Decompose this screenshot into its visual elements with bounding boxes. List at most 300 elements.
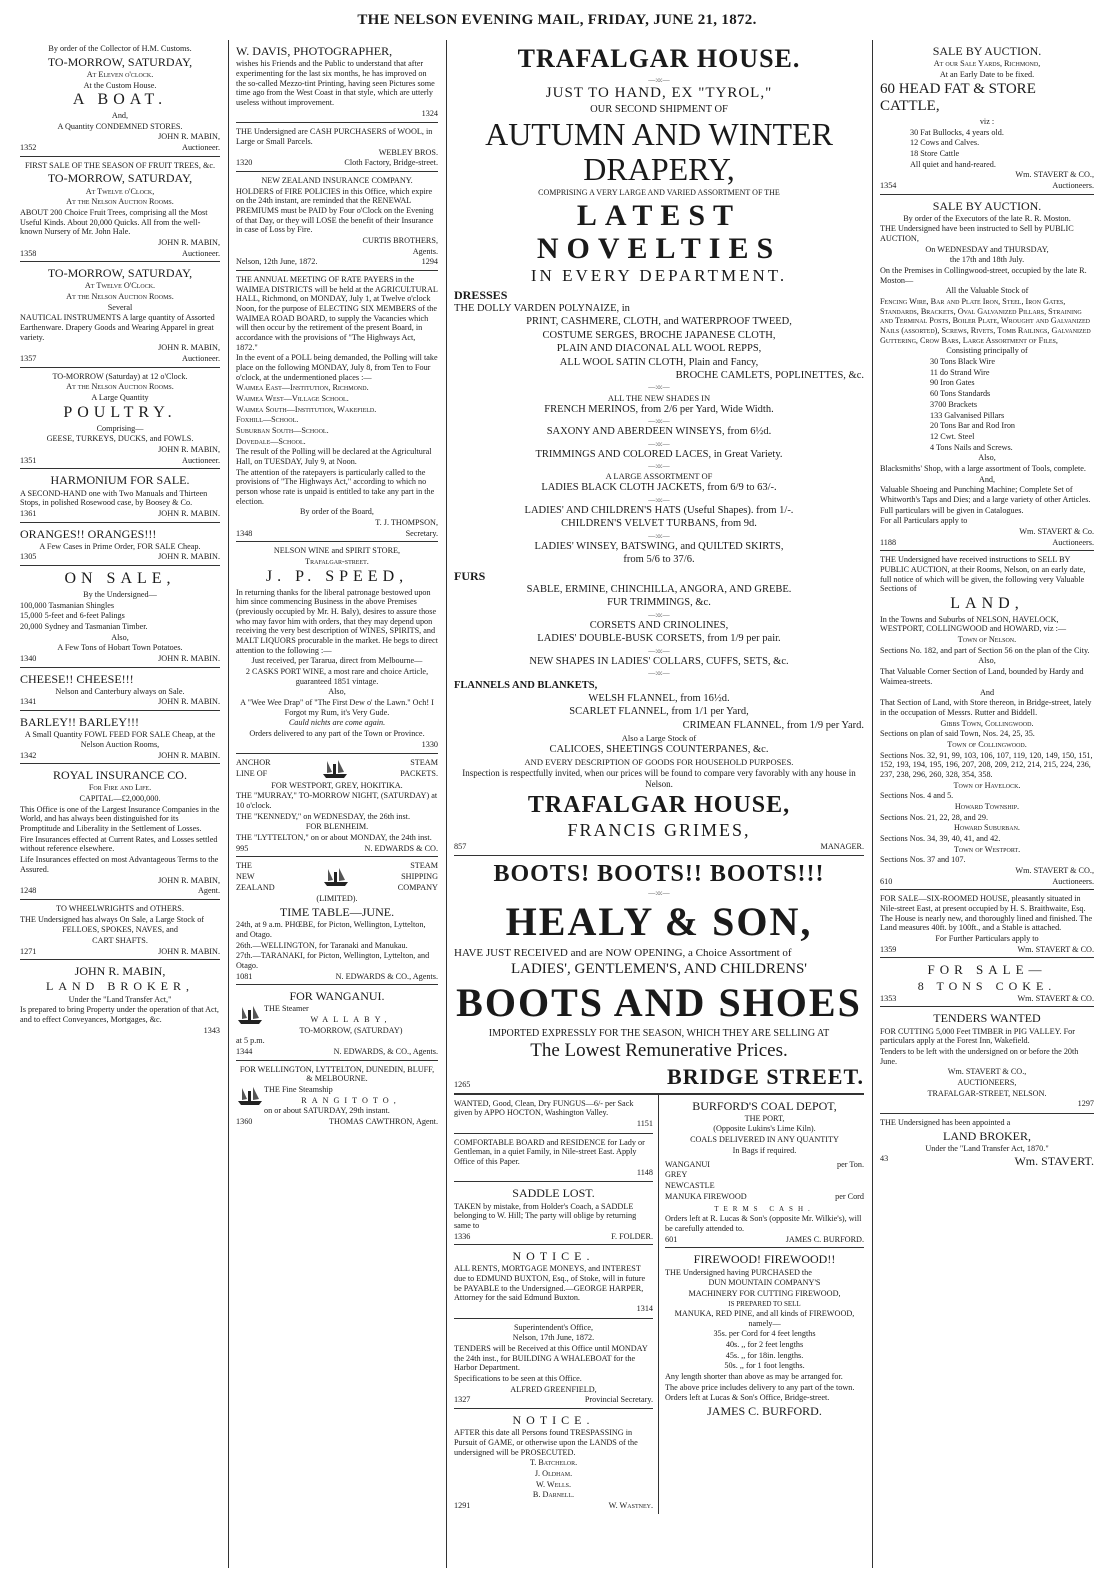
item-line: 90 Iron Gates: [930, 378, 975, 388]
item-line: NEW SHAPES IN LADIES' COLLARS, CUFFS, SETS, &c.: [529, 655, 789, 667]
item-line: TRIMMINGS AND COLORED LACES, in Great Variety.: [535, 448, 783, 460]
ad-body: Sections No. 182, and part of Section 56 on the plan of the City.: [880, 645, 1090, 655]
ad-title: TENDERS WANTED: [933, 1011, 1041, 1026]
ad-body: Nelson and Canterbury always on Sale.: [55, 686, 185, 696]
ad-body: THE "LYTTELTON," on or about MONDAY, the 24th inst.: [236, 833, 432, 843]
ad-body: Orders left at Lucas & Son's Office, Bridge-street.: [665, 1393, 830, 1403]
column-rule: [446, 40, 447, 1568]
item-line: PLAIN AND DIACONAL ALL WOOL REPPS,: [556, 343, 762, 355]
ad-signature: CURTIS BROTHERS,: [362, 235, 438, 245]
ad-line: CART SHAFTS.: [92, 935, 148, 945]
ad-body: Fencing Wire, Bar and Plate Iron, Steel, Iron Gates, Standards, Brackets, Oval Galvanized Pillars, Straining and Terminal Posts, Boiler Plate, Wrought and Galvanized Nails (assorted), Screws, Rivets, Tomb Railings, Galvanized Guttering, Crow Bars, Large Assortment of Files,: [880, 297, 1091, 345]
ad-signature: JOHN R. MABIN.: [158, 653, 220, 663]
section-heading: Town of Collingwood.: [947, 739, 1027, 749]
ad-number: 43: [880, 1154, 889, 1164]
item-line: 30 Tons Black Wire: [930, 357, 995, 367]
ad-body: HOLDERS of FIRE POLICIES in this Office, which expire on the 24th instant, are reminded that the RENEWAL PREMIUMS must be PAID by Four o'Clock on the Evening of that Day, or they will LOSE the benefit of their Insurance in case of Loss by Fire.: [236, 186, 434, 235]
ad-royal-insurance: [20, 764, 220, 900]
ad-footer: TRAFALGAR HOUSE,: [527, 791, 791, 818]
ad-wine-spirit-store: [236, 542, 438, 754]
separator: —:o:—: [648, 646, 670, 655]
item-line: from 5/6 to 37/6.: [623, 554, 695, 566]
ad-line: And,: [978, 474, 996, 484]
ad-number: 1360: [236, 1117, 253, 1127]
ad-burford-coal: [665, 1095, 864, 1249]
ad-line: IS PREPARED TO SELL: [728, 1299, 801, 1308]
ad-title: HARMONIUM FOR SALE.: [50, 473, 190, 488]
ad-tenders-whaleboat: [454, 1319, 653, 1409]
ad-body: A SECOND-HAND one with Two Manuals and Thirteen Stops, in polished Rosewood case, by Boosey & Co.: [20, 488, 208, 508]
ad-body: Sections Nos. 32, 91, 99, 103, 106, 107, 119, 120, 149, 150, 151, 152, 193, 194, 195, 196, 207, 208, 209, 212, 214, 215, 224, 236, 237, 238, 296, 260, 328, 354, 358.: [880, 750, 1093, 779]
item-line: WELSH FLANNEL, from 16½d.: [588, 692, 730, 704]
separator: —:o:—: [648, 439, 670, 448]
ad-line: 100,000 Tasmanian Shingles: [20, 600, 115, 610]
ad-number: 1314: [636, 1304, 653, 1314]
ad-number: 1351: [20, 455, 37, 465]
price-line: 50s. ,, for 1 foot lengths.: [724, 1361, 805, 1371]
ad-signature: TRAFALGAR-STREET, NELSON.: [927, 1088, 1047, 1098]
ad-rangitoto: [236, 1061, 438, 1130]
ad-line: MANUKA, RED PINE, and all kinds of FIREWOOD, namely—: [674, 1308, 855, 1328]
ad-body: THE "MURRAY," TO-MORROW NIGHT, (SATURDAY) at 10 o'clock.: [236, 791, 438, 811]
ad-signature: Wm. STAVERT & CO.,: [947, 1067, 1027, 1077]
ad-line: ZEALAND: [236, 882, 275, 892]
steamship-icon: [236, 1004, 264, 1026]
small-ads-right: [659, 1095, 864, 1514]
ad-heading: COALS DELIVERED IN ANY QUANTITY: [690, 1135, 839, 1145]
ad-poultry: [20, 368, 220, 470]
item-line: COSTUME SERGES, BROCHE JAPANESE CLOTH,: [542, 329, 776, 341]
item-line: All quiet and hand-reared.: [910, 159, 996, 169]
separator: —:o:—: [648, 75, 670, 84]
ad-signature: Wm. STAVERT.: [1014, 1154, 1094, 1169]
ad-coke-for-sale: [880, 958, 1094, 1007]
ad-oranges: [20, 523, 220, 567]
ad-heading: FOR BLENHEIM.: [305, 822, 369, 832]
ad-line: At the Nelson Auction Rooms.: [66, 382, 174, 392]
item-line: LADIES BLACK CLOTH JACKETS, from 6/9 to 63/-.: [541, 482, 777, 494]
ad-signature: Wm. STAVERT & CO.: [1017, 944, 1094, 954]
separator: —:o:—: [648, 383, 670, 392]
ad-heading: AUTUMN AND WINTER DRAPERY,: [485, 115, 833, 188]
section-heading: Town of Westport.: [953, 844, 1021, 854]
ad-body: Specifications to be seen at this Office.: [454, 1374, 582, 1384]
ad-line: Dovedale—School.: [236, 436, 306, 446]
item-line: CRIMEAN FLANNEL, from 1/9 per Yard.: [682, 719, 864, 731]
ad-body: WANTED, Good, Clean, Dry FUNGUS—6/- per Sack given by APPO HOCTON, Washington Valley.: [454, 1098, 634, 1118]
ad-nz-shipping: [236, 857, 438, 985]
ad-body: For all Particulars apply to: [880, 516, 968, 526]
ad-body: Sections Nos. 21, 22, 28, and 29.: [880, 812, 989, 822]
ad-body: In returning thanks for the liberal patronage bestowed upon him since commencing Business in the above Premises (previously occupied by Mr. H. Baly), desires to assure those who may favor him with orders, that they may depend upon receiving the very best description of WINES, SPIRITS, and MALT LIQUORS procurable in the market. He begs to direct attention to the following :—: [236, 587, 438, 655]
ad-body: Sections on plan of said Town, Nos. 24, 25, 35.: [880, 729, 1035, 739]
ad-title: SALE BY AUCTION.: [932, 198, 1042, 213]
ad-body: 26th.—WELLINGTON, for Taranaki and Manukau.: [236, 940, 408, 950]
separator: —:o:—: [648, 531, 670, 540]
item-line: LADIES' AND CHILDREN'S HATS (Useful Shapes). from 1/-.: [524, 505, 794, 517]
ad-line: TO-MORROW, (SATURDAY): [299, 1025, 403, 1035]
ad-body: Orders delivered to any part of the Town or Province.: [249, 729, 425, 739]
ad-signature: JOHN R. MABIN.: [158, 946, 220, 956]
section-heading: Town of Nelson.: [957, 635, 1017, 645]
ad-heading: TO-MORROW, SATURDAY,: [47, 266, 193, 281]
ad-body: The attention of the ratepayers is particularly called to the provisions of "The Highways Act," according to which no person whose rate is unpaid is entitled to take any part in the election.: [236, 467, 435, 506]
section-heading: Howard Suburban.: [954, 823, 1020, 833]
price-line: 35s. per Cord for 4 feet lengths: [713, 1329, 816, 1339]
masthead: THE NELSON EVENING MAIL, FRIDAY, JUNE 21, 1872.: [357, 12, 757, 28]
steamship-icon: [321, 758, 349, 780]
ad-number: 1348: [236, 528, 253, 538]
ad-line: At the Nelson Auction Rooms.: [66, 197, 174, 207]
ad-body: In the event of a POLL being demanded, the Polling will take place on the following MONDAY, July 8, from Ten to Four o'clock, at the undermentioned places :—: [236, 353, 438, 382]
ad-body: ALL RENTS, MORTGAGE MONEYS, and INTEREST due to EDMUND BUXTON, Esq., of Stoke, will in future be PAYABLE to the Undersigned.—GEORGE HARPER, Attorney for the said Edmund Buxton.: [454, 1264, 646, 1303]
item-line: A LARGE ASSORTMENT OF: [605, 471, 713, 482]
ad-title: HEALY & SON,: [505, 899, 813, 945]
ad-signature: Wm. STAVERT & CO.,: [1015, 170, 1094, 180]
ad-line: For Further Particulars apply to: [935, 933, 1039, 943]
section-heading: Town of Havelock.: [953, 780, 1021, 790]
ad-heading: TO-MORROW, SATURDAY,: [47, 54, 193, 69]
ad-heading: BOOTS! BOOTS!! BOOTS!!!: [493, 860, 825, 887]
ad-body: AFTER this date all Persons found TRESPASSING in Pursuit of GAME, or otherwise upon the LANDS of the undersigned will be PROSECUTED.: [454, 1428, 638, 1457]
ad-line: THE: [236, 861, 252, 871]
ad-body: In the Towns and Suburbs of NELSON, HAVELOCK, WESTPORT, COLLINGWOOD and HOWARD, viz :—: [880, 614, 1067, 634]
ad-line: SHIPPING: [401, 872, 438, 882]
ad-line: Trafalgar-street.: [305, 557, 369, 567]
item-line: LADIES' DOUBLE-BUSK CORSETS, from 1/9 per pair.: [537, 633, 781, 645]
ad-heading: OUR SECOND SHIPMENT OF: [590, 103, 728, 115]
ad-number: 1265: [454, 1079, 471, 1089]
ad-body: Full particulars will be given in Catalogues.: [880, 505, 1024, 515]
ad-line: By the Undersigned—: [83, 589, 157, 599]
column-1: [14, 40, 226, 1568]
item-line: 12 Cwt. Steel: [930, 431, 975, 441]
ad-line: GEESE, TURKEYS, DUCKS, and FOWLS.: [46, 434, 194, 444]
ad-line: Comprising—: [96, 423, 144, 433]
ad-line: And,: [111, 111, 129, 121]
item-line: FRENCH MERINOS, from 2/6 per Yard, Wide Width.: [544, 403, 774, 415]
item-line: CHILDREN'S VELVET TURBANS, from 9d.: [561, 518, 757, 530]
ad-wanganui: [236, 985, 438, 1061]
ad-land-broker-mabin: [20, 960, 220, 1039]
ad-line: ANCHOR: [236, 758, 271, 768]
ad-line: COMPANY: [397, 882, 438, 892]
ad-body: FOR CUTTING 5,000 Feet TIMBER in PIG VALLEY. For particulars apply at the Forest Inn, Wakefield.: [880, 1026, 1075, 1046]
ad-line: A Quantity CONDEMNED STORES.: [57, 121, 183, 131]
coal-item: MANUKA FIREWOOD: [665, 1191, 747, 1201]
ad-line: In Bags if required.: [732, 1145, 797, 1155]
ad-signature: ALFRED GREENFIELD,: [510, 1384, 597, 1394]
ad-title: BARLEY!! BARLEY!!!: [20, 715, 139, 730]
ad-line: at 5 p.m.: [236, 1036, 265, 1046]
ad-signature: JOHN R. MABIN.: [158, 697, 220, 707]
section-heading: Gibbs Town, Collingwood.: [940, 718, 1034, 728]
item-line: 18 Store Cattle: [910, 148, 960, 158]
ad-signature: N. EDWARDS & CO.: [364, 843, 438, 853]
ad-title: NOTICE.: [512, 1413, 595, 1428]
ad-heading: IN EVERY DEPARTMENT.: [530, 265, 788, 285]
ad-title: NOTICE.: [512, 1249, 595, 1264]
ad-title: ORANGES!! ORANGES!!!: [20, 526, 157, 541]
ad-line: Waimea South—Institution, Wakefield.: [236, 404, 377, 414]
ad-line: At Eleven o'clock.: [86, 69, 154, 79]
ad-number: 857: [454, 842, 467, 852]
ad-line: viz :: [979, 116, 995, 126]
ad-signature: JOHN R. MABIN,: [158, 343, 220, 353]
ad-healy-son: [454, 856, 864, 1094]
ad-number: 1359: [880, 944, 897, 954]
ad-body: wishes his Friends and the Public to understand that after experimenting for the last six months, he has improved on the so-called Mezzo-tint Printing, having seen Pictures some time ago from the West Coast in that style, which are utterly useless without improvement.: [236, 59, 435, 107]
ad-signature: JOHN R. MABIN.: [158, 750, 220, 760]
ad-title: LAND,: [950, 594, 1024, 612]
ad-signature: Wm. STAVERT & Co.: [1019, 526, 1094, 536]
category-heading: DRESSES: [454, 287, 508, 302]
ad-line: 20,000 Sydney and Tasmanian Timber.: [20, 621, 148, 631]
ad-body: HAVE JUST RECEIVED and are NOW OPENING, a Choice Assortment of: [454, 946, 792, 959]
ad-signature: WEBLEY BROS.: [378, 147, 438, 157]
ad-body: TENDERS will be Received at this Office until MONDAY the 24th inst., for BUILDING A WHALEBOAT for the Harbor Department.: [454, 1344, 648, 1373]
item-line: SCARLET FLANNEL, from 1/1 per Yard,: [569, 706, 749, 718]
ad-signature: JOHN R. MABIN,: [158, 875, 220, 885]
ad-number: 1305: [20, 552, 37, 562]
ad-title: FOR WELLINGTON, LYTTELTON, DUNEDIN, BLUFF, & MELBOURNE.: [239, 1064, 435, 1084]
ad-body: Blacksmiths' Shop, with a large assortment of Tools, complete.: [880, 463, 1086, 473]
ad-title: J. P. SPEED,: [265, 567, 409, 585]
ad-number: 1081: [236, 971, 253, 981]
ad-house-for-sale: [880, 890, 1094, 958]
ad-role: Provincial Secretary.: [584, 1395, 653, 1405]
ad-title: ON SALE,: [64, 570, 176, 588]
ad-title: SADDLE LOST.: [512, 1186, 595, 1201]
ad-body: A "Wee Wee Drap" of "The First Dew o' the Lawn." Och! I Forgot my Rum, it's Very Gude.: [240, 698, 434, 717]
ad-nautical: [20, 262, 220, 368]
steamship-icon: [322, 866, 350, 888]
ad-number: 1354: [880, 180, 897, 190]
ad-title: CHEESE!! CHEESE!!!: [20, 671, 134, 686]
item-line: 4 Tons Nails and Screws.: [930, 442, 1013, 452]
ad-signature: J. Oldham.: [534, 1468, 573, 1478]
small-ads-section: [454, 1094, 864, 1514]
item-line: 30 Fat Bullocks, 4 years old.: [910, 127, 1004, 137]
ad-line: Also,: [978, 453, 996, 463]
ad-role: Agent.: [197, 886, 220, 896]
ad-anchor-line: [236, 754, 438, 857]
ad-signature: W. Wastney.: [608, 1500, 653, 1510]
ad-body: FOR SALE—SIX-ROOMED HOUSE, pleasantly situated in Nile-street East, at present occupied by H. S. Braithwaite, Esq. The House is nearly new, and thoroughly lined and finished. The Land measures 40ft. by 100ft., and a Stable is attached.: [880, 894, 1093, 933]
ad-role: Agents.: [412, 246, 438, 256]
section-heading: Howard Township.: [954, 801, 1020, 811]
ad-signature: AUCTIONEERS,: [957, 1077, 1017, 1087]
item-line: 20 Tons Bar and Rod Iron: [930, 421, 1016, 431]
ad-line: FELLOES, SPOKES, NAVES, and: [62, 925, 178, 935]
ad-firewood: [665, 1248, 864, 1422]
coal-unit: per Cord: [835, 1191, 864, 1201]
ad-line: Under the "Land Transfer Act, 1870.": [925, 1143, 1049, 1153]
ad-title: TIME TABLE—JUNE.: [279, 905, 395, 920]
ad-line: Consisting principally of: [946, 346, 1028, 356]
ad-heading: FIRST SALE OF THE SEASON OF FRUIT TREES, &c.: [24, 160, 215, 170]
ad-body: Any length shorter than above as may be arranged for.: [665, 1371, 843, 1381]
ad-signature: Wm. STAVERT & CO.,: [1015, 865, 1094, 875]
ad-title: JOHN R. MABIN,: [74, 964, 166, 979]
ad-line: LAND BROKER,: [45, 979, 194, 994]
ad-line: At Twelve O'Clock.: [84, 281, 156, 291]
ad-body: The above price includes delivery to any part of the town.: [665, 1382, 855, 1392]
ad-body: NAUTICAL INSTRUMENTS A large quantity of Assorted Earthenware. Drapery Goods and Wearing Apparel in great variety.: [20, 313, 215, 342]
item-line: BROCHE CAMLETS, POPLINETTES, &c.: [675, 369, 864, 381]
ad-line: THE PORT,: [744, 1113, 785, 1123]
column-2: [230, 40, 444, 1568]
item-line: SABLE, ERMINE, CHINCHILLA, ANGORA, AND GREBE.: [526, 583, 792, 595]
ad-body: That Valuable Corner Section of Land, bounded by Hardy and Waimea-streets.: [880, 667, 1084, 686]
ad-body: THE Undersigned has always On Sale, a Large Stock of: [20, 914, 205, 924]
ad-line: IMPORTED EXPRESSLY FOR THE SEASON, WHICH THEY ARE SELLING AT: [488, 1027, 830, 1039]
ad-line: By order of the Executors of the late R. R. Moston.: [903, 213, 1071, 223]
item-line: SAXONY AND ABERDEEN WINSEYS, from 6½d.: [546, 426, 772, 438]
ad-number: 1341: [20, 697, 37, 707]
ad-line: Waimea East—Institution, Richmond.: [236, 383, 369, 393]
coal-unit: per Ton.: [836, 1159, 864, 1169]
ad-body: THE Undersigned have been instructed to Sell by PUBLIC AUCTION,: [880, 224, 1074, 244]
separator: —:o:—: [648, 669, 670, 678]
ad-signature: JOHN R. MABIN,: [158, 445, 220, 455]
ad-heading: JUST TO HAND, EX "TYROL,": [545, 84, 773, 101]
ad-signature: W. Wells.: [535, 1479, 572, 1489]
ad-body: This Office is one of the Largest Insurance Companies in the World, and has always been distinguished for its Promptitude and Liberality in the Settlement of Losses.: [20, 804, 220, 834]
ad-heading: 60 HEAD FAT & STORE CATTLE,: [880, 80, 1036, 115]
ad-body: THE ANNUAL MEETING OF RATE PAYERS in the WAIMEA DISTRICTS will be held at the AGRICULTURAL HALL, Richmond, on MONDAY, July 1, at Twelve o'clock Noon, for the purpose of ELECTING SIX MEMBERS of the WAIMEA ROAD BOARD, to supply the Vacancies which will then occur by the retirement of the present Board, in accordance with the provisions of "The Highways Act, 1872.": [236, 274, 438, 352]
ad-signature: THOMAS CAWTHRON, Agent.: [329, 1117, 438, 1127]
ad-body: That Section of Land, with Store thereon, in Bridge-street, lately in the occupation of Messrs. Rutter and Biddell.: [880, 698, 1092, 717]
ad-saddle-lost: [454, 1182, 653, 1245]
ad-number: 1352: [20, 143, 37, 153]
ad-signature: JOHN R. MABIN,: [158, 237, 220, 247]
ad-signature: JAMES C. BURFORD.: [785, 1234, 864, 1244]
ad-line: On WEDNESDAY and THURSDAY,: [925, 244, 1049, 254]
ad-number: 1324: [421, 108, 438, 118]
coal-item: GREY: [665, 1170, 688, 1180]
item-line: FUR TRIMMINGS, &c.: [607, 597, 711, 609]
price-line: 40s. ,, for 2 feet lengths: [725, 1339, 804, 1349]
item-line: ALL WOOL SATIN CLOTH, Plain and Fancy,: [559, 356, 759, 368]
ad-number: 1340: [20, 653, 37, 663]
ad-title: FOR WANGANUI.: [289, 989, 385, 1004]
ad-line: 15,000 5-feet and 6-feet Palings: [20, 611, 125, 621]
ad-signature: Wm. STAVERT & CO.: [1017, 993, 1094, 1003]
ad-signature: JOHN R. MABIN,: [158, 132, 220, 142]
ad-body: Just received, per Tararua, direct from Melbourne—: [251, 656, 423, 666]
ad-line: LINE OF: [236, 769, 268, 779]
ad-signature: JAMES C. BURFORD.: [707, 1403, 822, 1418]
ad-body: Sections Nos. 34, 39, 40, 41, and 42.: [880, 833, 1001, 843]
ad-number: 601: [665, 1234, 678, 1244]
ad-number: 1357: [20, 354, 37, 364]
ad-signature: JOHN R. MABIN.: [158, 508, 220, 518]
ad-body: COMFORTABLE BOARD and RESIDENCE for Lady or Gentleman, in a quiet Family, in Nile-street East. Apply Office of this Paper.: [454, 1137, 645, 1167]
ad-body: 24th, at 9 a.m. PHŒBE, for Picton, Wellington, Lyttelton, and Otago.: [236, 920, 426, 939]
ad-body: Life Insurances effected on most Advantageous Terms to the Assured.: [20, 855, 219, 874]
steamship-icon: [236, 1085, 264, 1107]
ad-line: Also,: [978, 656, 996, 666]
ad-line: Cauld nichts are come again.: [288, 718, 386, 728]
separator: —:o:—: [648, 889, 670, 898]
ad-tenders-timber: [880, 1007, 1094, 1114]
coal-price-list: [665, 1159, 864, 1203]
ad-number: 1188: [880, 537, 897, 547]
ad-line: By order of the Board,: [300, 507, 374, 517]
ad-body: 2 CASKS PORT WINE, a most rare and choice Article, guaranteed 1851 vintage.: [245, 666, 429, 686]
ad-number: 1294: [421, 257, 438, 267]
ad-heading: LADIES', GENTLEMEN'S, AND CHILDRENS': [510, 960, 807, 977]
ad-signature: T. Batchelor.: [529, 1458, 578, 1468]
ad-moston-stock: [880, 195, 1094, 552]
ad-body: THE Undersigned are CASH PURCHASERS of WOOL, in Large or Small Parcels.: [236, 127, 433, 146]
ad-body: Tenders to be left with the undersigned on or before the 20th June.: [880, 1046, 1079, 1066]
column-3-display: [448, 40, 870, 1568]
ad-heading: TO-MORROW, SATURDAY,: [47, 171, 193, 186]
ad-on-sale: [20, 566, 220, 668]
ad-line: Under the "Land Transfer Act,": [68, 994, 172, 1004]
ad-line: Also,: [328, 687, 346, 697]
ad-line: Foxhill—School.: [236, 415, 299, 425]
ad-number: 1327: [454, 1395, 471, 1405]
ad-line: For Fire and Life.: [88, 783, 152, 793]
ad-body: Sections Nos. 37 and 107.: [880, 855, 966, 865]
item-line: CALICOES, SHEETINGS COUNTERPANES, &c.: [549, 744, 769, 756]
ad-notice-trespass: [454, 1409, 653, 1514]
item-line: CORSETS AND CRINOLINES,: [589, 619, 729, 631]
ad-body: 27th.—TARANAKI, for Picton, Wellington, Lyttelton, and Otago.: [236, 951, 430, 970]
item-line: Also a Large Stock of: [621, 733, 697, 744]
separator: —:o:—: [648, 495, 670, 504]
ad-waimea-ratepayers: [236, 271, 438, 542]
ad-body: On the Premises in Collingwood-street, occupied by the late R. Moston—: [880, 266, 1087, 285]
ad-line: Suburban South—School.: [236, 426, 329, 435]
ad-footer: FRANCIS GRIMES,: [567, 820, 751, 840]
ad-line: Several: [107, 302, 133, 312]
category-heading: FURS: [454, 568, 486, 583]
ad-role: Auctioneer.: [182, 354, 220, 364]
ad-nz-insurance: [236, 172, 438, 271]
item-line: 133 Galvanised Pillars: [930, 410, 1005, 420]
ad-signature: T. J. THOMPSON,: [375, 518, 438, 528]
ad-line: the 17th and 18th July.: [949, 255, 1025, 265]
ad-number: 1330: [421, 739, 438, 749]
ad-number: 610: [880, 876, 893, 886]
ad-role: Auctioneer.: [182, 248, 220, 258]
ad-footer: BRIDGE STREET.: [667, 1063, 864, 1089]
ad-role: MANAGER.: [820, 842, 864, 852]
ad-body: Valuable Shoeing and Punching Machine; Complete Set of Whitworth's Taps and Dies; and a large variety of other Articles.: [880, 485, 1091, 504]
column-rule: [228, 40, 229, 1568]
ad-line: STEAM: [410, 861, 438, 871]
ad-number: 1358: [20, 248, 37, 258]
ad-line: CAPITAL—£2,000,000.: [79, 794, 161, 804]
ad-number: 1344: [236, 1047, 253, 1057]
ad-harmonium: [20, 469, 220, 522]
ad-line: PACKETS.: [400, 769, 438, 779]
ad-boat: [20, 40, 220, 157]
ad-role: Auctioneers.: [1052, 876, 1094, 886]
ad-body: ABOUT 200 Choice Fruit Trees, comprising all the Most Useful Kinds. About 20,000 Quicks. All from the well-known Nursery of Mr. John Hale.: [20, 207, 208, 237]
separator: —:o:—: [648, 610, 670, 619]
ad-number: 1271: [20, 946, 37, 956]
ad-body: The result of the Polling will be declared at the Agricultural Hall, on TUESDAY, July 9, at Noon.: [236, 447, 432, 467]
ad-body: THE Undersigned have received instructions to SELL BY PUBLIC AUCTION, at their Rooms, Nelson, on an early date, full notice of which will be given, the following very Valuable Sections of: [880, 555, 1086, 594]
ad-body: THE "KENNEDY," on WEDNESDAY, the 26th inst.: [236, 811, 410, 821]
column-4: [874, 40, 1100, 1568]
item-line: AND EVERY DESCRIPTION OF GOODS FOR HOUSEHOLD PURPOSES.: [524, 757, 794, 768]
